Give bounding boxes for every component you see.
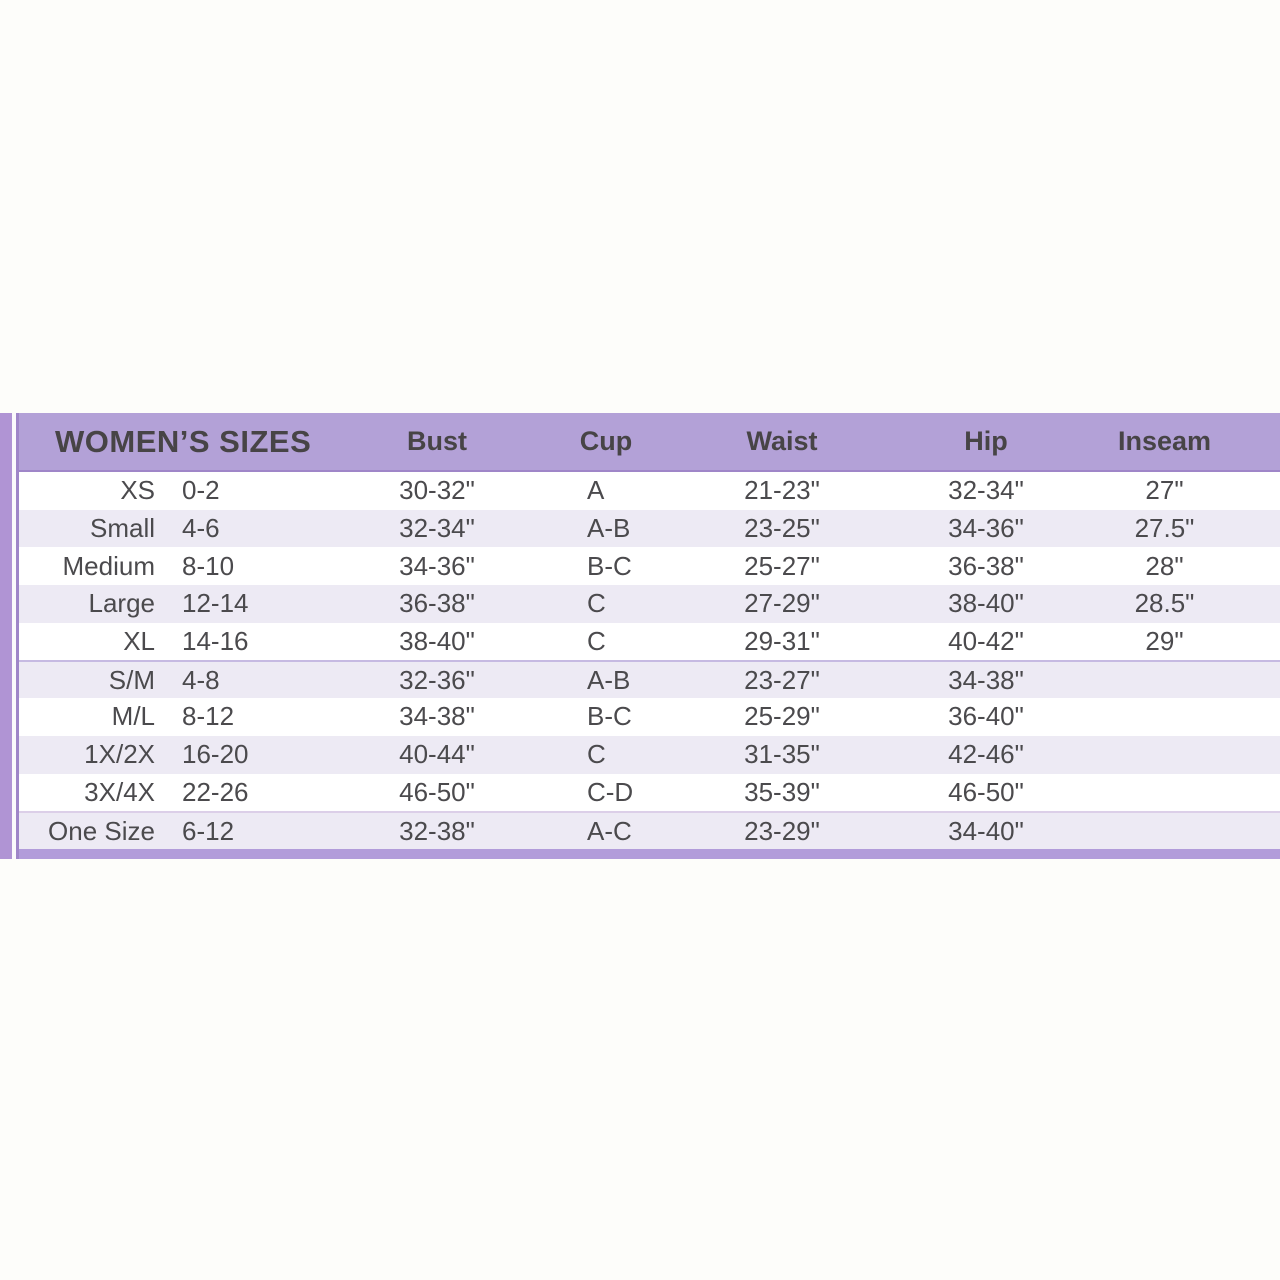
cup-cell: A-B [587,664,631,695]
inseam-cell: 27" [1145,475,1184,506]
bust-cell: 32-34" [399,513,475,544]
size-label-cell: M/L [111,701,155,732]
waist-cell: 35-39" [744,776,820,807]
size-range-cell: 4-8 [182,664,220,695]
table-row [19,510,1280,548]
size-label-cell: S/M [108,664,155,695]
bust-cell: 34-38" [399,701,475,732]
size-range-cell: 0-2 [182,475,220,506]
inseam-cell: 27.5" [1134,513,1195,544]
hip-cell: 34-38" [948,664,1024,695]
table-row [19,623,1280,661]
waist-cell: 29-31" [744,626,820,657]
hip-cell: 36-40" [948,701,1024,732]
table-rows [19,472,1280,849]
bottom-accent-bar [19,849,1280,859]
size-label-cell: XL [123,626,155,657]
bust-cell: 38-40" [399,626,475,657]
hip-cell: 36-38" [948,550,1024,581]
inseam-cell: 29" [1145,626,1184,657]
waist-cell: 27-29" [744,588,820,619]
waist-cell: 25-27" [744,550,820,581]
hip-cell: 38-40" [948,588,1024,619]
size-label-cell: Large [88,588,155,619]
size-label-cell: One Size [48,815,155,846]
table-row [19,774,1280,812]
table-row [19,585,1280,623]
hip-cell: 40-42" [948,626,1024,657]
column-header-waist: Waist [746,426,818,456]
size-chart-table [0,413,1280,859]
column-header-hip: Hip [964,426,1008,456]
bust-cell: 32-38" [399,815,475,846]
hip-cell: 34-40" [948,815,1024,846]
cup-cell: C [587,626,606,657]
table-header-row [19,413,1280,472]
size-label-cell: XS [120,475,155,506]
table-title: WOMEN’S SIZES [55,423,312,459]
size-range-cell: 4-6 [182,513,220,544]
bust-cell: 40-44" [399,739,475,770]
hip-cell: 32-34" [948,475,1024,506]
size-label-cell: 1X/2X [84,739,155,770]
left-accent-strip [0,413,12,859]
hip-cell: 34-36" [948,513,1024,544]
column-header-bust: Bust [407,426,467,456]
size-range-cell: 12-14 [182,588,249,619]
cup-cell: C-D [587,776,634,807]
table-row [19,547,1280,585]
size-range-cell: 8-10 [182,550,235,581]
bust-cell: 46-50" [399,776,475,807]
bust-cell: 34-36" [399,550,475,581]
waist-cell: 21-23" [744,475,820,506]
size-range-cell: 14-16 [182,626,249,657]
waist-cell: 31-35" [744,739,820,770]
cup-cell: A [587,475,605,506]
bust-cell: 36-38" [399,588,475,619]
cup-cell: B-C [587,701,632,732]
size-label-cell: 3X/4X [84,776,155,807]
cup-cell: C [587,588,606,619]
hip-cell: 46-50" [948,776,1024,807]
cup-cell: A-C [587,815,632,846]
cup-cell: B-C [587,550,632,581]
hip-cell: 42-46" [948,739,1024,770]
table-row [19,736,1280,774]
column-header-inseam: Inseam [1117,426,1212,456]
table-row [19,811,1280,849]
size-label-cell: Medium [62,550,155,581]
cup-cell: A-B [587,513,631,544]
waist-cell: 23-29" [744,815,820,846]
inseam-cell: 28.5" [1134,588,1195,619]
size-range-cell: 16-20 [182,739,249,770]
table-row [19,472,1280,510]
waist-cell: 23-27" [744,664,820,695]
waist-cell: 23-25" [744,513,820,544]
size-chart-body [19,413,1280,859]
size-range-cell: 6-12 [182,815,235,846]
table-row [19,660,1280,698]
table-row [19,698,1280,736]
waist-cell: 25-29" [744,701,820,732]
size-range-cell: 8-12 [182,701,235,732]
column-header-cup: Cup [579,426,633,456]
bust-cell: 32-36" [399,664,475,695]
bust-cell: 30-32" [399,475,475,506]
size-range-cell: 22-26 [182,776,249,807]
cup-cell: C [587,739,606,770]
inseam-cell: 28" [1145,550,1184,581]
size-label-cell: Small [89,513,155,544]
